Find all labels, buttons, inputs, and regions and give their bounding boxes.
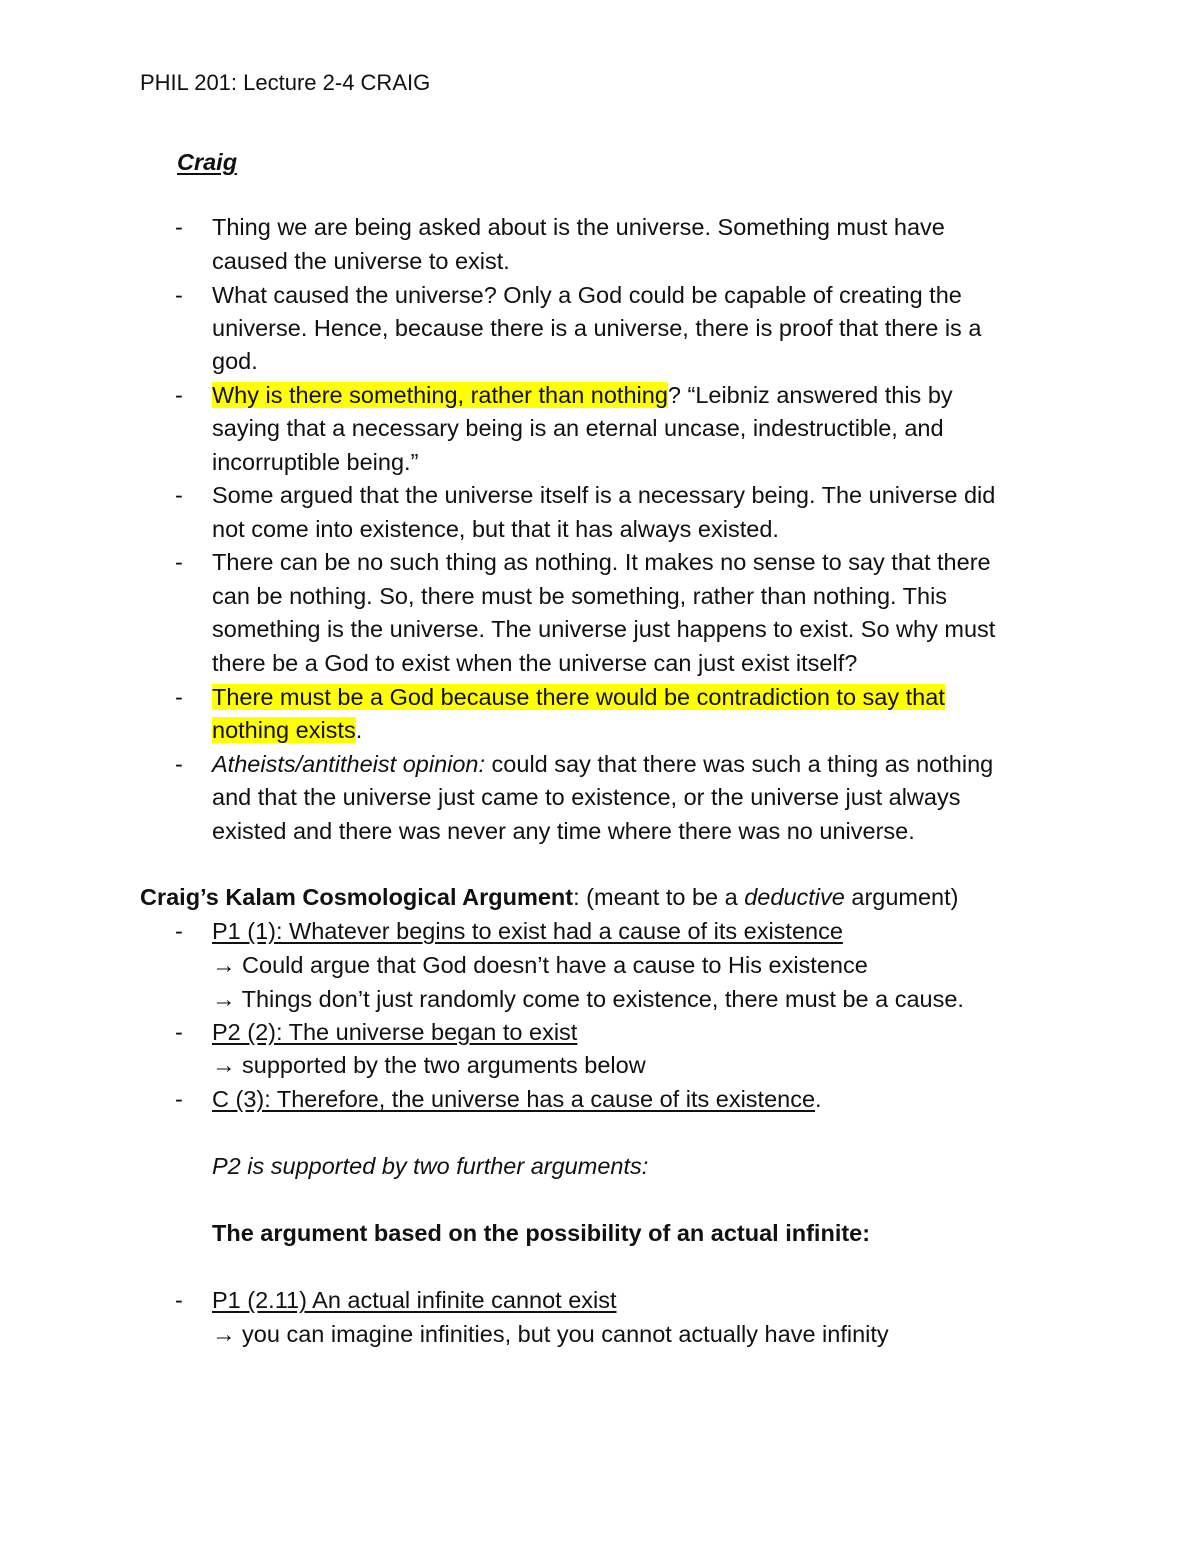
bullet-3-line-2: saying that a necessary being is an eternal uncase, indestructible, and [212, 415, 944, 441]
bullet-1-line-2: caused the universe to exist. [212, 248, 510, 274]
bullet-7-line-1 [212, 749, 993, 779]
bullet-dash: - [175, 282, 183, 308]
bullet-5-line-4: there be a God to exist when the universe can just exist itself? [212, 650, 858, 676]
note-text: you can imagine infinities, but you cannot actually have infinity [242, 1321, 889, 1347]
bullet-3-line-1 [212, 380, 953, 410]
conclusion-text: C (3): Therefore, the universe has a cause of its existence [212, 1086, 816, 1112]
highlighted-question: Why is there something, rather than nothing [212, 382, 668, 408]
sub-premise-p1-note [212, 1319, 889, 1349]
premise-p1-note-2 [212, 984, 964, 1014]
arrow-icon: → [212, 952, 236, 978]
note-text: Things don’t just randomly come to existence, there must be a cause. [241, 986, 964, 1012]
arrow-icon: → [212, 1321, 236, 1347]
page-header: PHIL 201: Lecture 2-4 CRAIG [140, 70, 431, 95]
bullet-dash: - [175, 918, 183, 944]
bullet-dash: - [175, 382, 183, 408]
kalam-heading-italic: deductive [744, 884, 845, 910]
kalam-heading-text-end: argument) [844, 884, 959, 910]
bullet-dash: - [175, 1287, 183, 1313]
note-text: Could argue that God doesn’t have a cause to His existence [242, 952, 868, 978]
bullet-5-line-2: can be nothing. So, there must be something, rather than nothing. This [212, 583, 948, 609]
p2-support-note: P2 is supported by two further arguments: [212, 1153, 649, 1179]
bullet-3-line-3: incorruptible being.” [212, 449, 419, 475]
bullet-5-line-1: There can be no such thing as nothing. It makes no sense to say that there [212, 549, 991, 575]
bullet-3-line-1-rest: ? “Leibniz answered this by [667, 382, 953, 408]
highlighted-statement: There must be a God because there would be contradiction to say that [212, 684, 945, 710]
premise-p1: P1 (1): Whatever begins to exist had a cause of its existence [212, 918, 843, 944]
arrow-icon: → [212, 1052, 236, 1078]
arrow-icon: → [212, 986, 236, 1012]
bullet-6-line-2 [212, 715, 362, 745]
bullet-2-line-1: What caused the universe? Only a God could be capable of creating the [212, 282, 962, 308]
bullet-dash: - [175, 751, 183, 777]
bullet-7-line-1-rest: could say that there was such a thing as nothing [485, 751, 994, 777]
premise-p2: P2 (2): The universe began to exist [212, 1019, 578, 1045]
bullet-6-line-1 [212, 682, 945, 712]
section-heading-craig: Craig [177, 149, 238, 175]
bullet-4-line-1: Some argued that the universe itself is a necessary being. The universe did [212, 482, 996, 508]
conclusion-c [212, 1084, 822, 1114]
kalam-heading [140, 882, 958, 912]
premise-p1-note-1 [212, 950, 868, 980]
bullet-7-line-2: and that the universe just came to existence, or the universe just always [212, 784, 961, 810]
bullet-dash: - [175, 684, 183, 710]
actual-infinite-heading: The argument based on the possibility of an actual infinite: [212, 1220, 871, 1246]
conclusion-period: . [815, 1086, 822, 1112]
bullet-dash: - [175, 1086, 183, 1112]
kalam-heading-text: : (meant to be a [573, 884, 745, 910]
bullet-2-line-2: universe. Hence, because there is a universe, there is proof that there is a [212, 315, 982, 341]
bullet-dash: - [175, 482, 183, 508]
sub-premise-p1: P1 (2.11) An actual infinite cannot exist [212, 1287, 617, 1313]
bullet-5-line-3: something is the universe. The universe just happens to exist. So why must [212, 616, 996, 642]
kalam-heading-bold: Craig’s Kalam Cosmological Argument [140, 884, 574, 910]
bullet-1-line-1: Thing we are being asked about is the universe. Something must have [212, 214, 945, 240]
bullet-6-period: . [355, 717, 363, 743]
premise-p2-note-1 [212, 1050, 646, 1080]
bullet-dash: - [175, 549, 183, 575]
bullet-dash: - [175, 214, 183, 240]
bullet-dash: - [175, 1019, 183, 1045]
bullet-7-line-3: existed and there was never any time where there was no universe. [212, 818, 915, 844]
highlighted-statement-end: nothing exists [212, 717, 356, 743]
bullet-2-line-3: god. [212, 348, 258, 374]
note-text: supported by the two arguments below [242, 1052, 646, 1078]
atheist-opinion-label: Atheists/antitheist opinion: [212, 751, 486, 777]
bullet-4-line-2: not come into existence, but that it has always existed. [212, 516, 779, 542]
